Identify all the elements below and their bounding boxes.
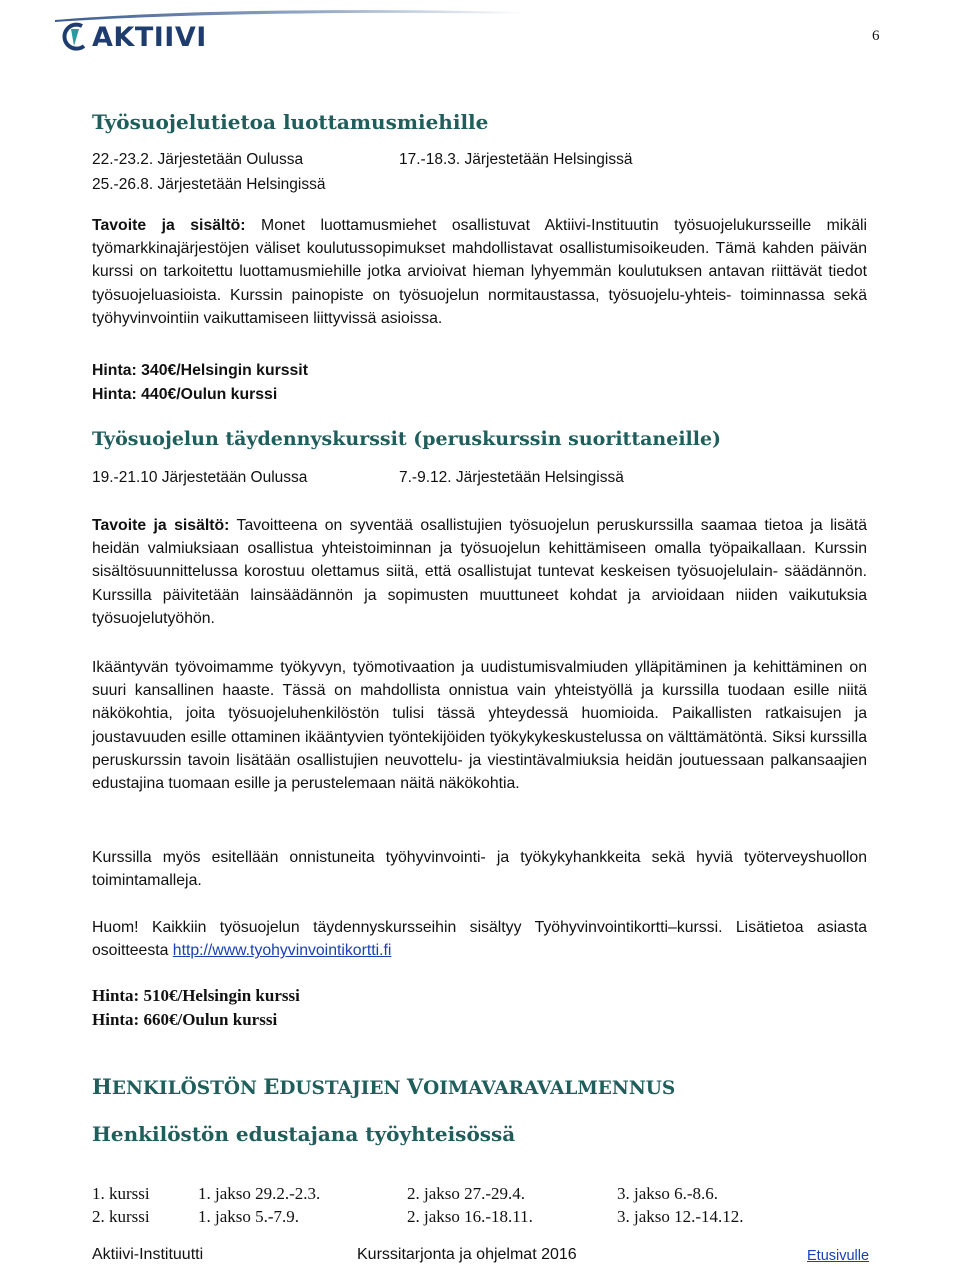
course-description [92, 514, 867, 630]
aktiivi-logo-icon [58, 20, 90, 54]
goal-text: Monet luottamusmiehet osallistuvat Aktiivi-Instituutin työsuojelukursseille mikäli työmarkkinajärjestöjen väliset koulutussopimukset mahdollistavat osallistumisoikeuden. Tämä kahden päivän kurssi on tarkoitettu luottamusmiehille jotka arvioivat hieman lyhyemmän koulutuksen antavan riittävät tiedot työsuojeluasioista. Kurssin painopiste on työsuojelun normitaustassa, työsuojelu-yhteis- toiminnassa sekä työhyvinvointiin vaikuttamiseen liittyvissä asioissa. [92, 217, 867, 327]
course-period: 3. jakso 12.-14.12. [617, 1207, 744, 1226]
course-name: 1. kurssi [92, 1184, 150, 1203]
header-swoosh-decoration [55, 8, 525, 22]
course-description [92, 214, 867, 330]
section-subtitle: Henkilöstön edustajana työyhteisössä [92, 1122, 516, 1146]
goal-label: Tavoite ja sisältö: [92, 517, 230, 534]
note-paragraph [92, 916, 867, 962]
course-date: 22.-23.2. Järjestetään Oulussa [92, 151, 304, 168]
section-title-luottamusmiehet: Työsuojelutietoa luottamusmiehille [92, 110, 489, 134]
paragraph-ageing-workforce: Ikääntyvän työvoimamme työkyvyn, työmotivaation ja uudistumisvalmiuden ylläpitäminen ja kehittäminen on suuri kansallinen haaste. Tässä on mahdollista onnistua vain yhteistyöllä ja kurssilla tuodaan esille niitä näkökohtia, joita työsuojeluhenkilöstön tulisi tässä yhteydessä huomioida. Paikallisten ratkaisujen ja joustavuuden esille ottaminen ikääntyvien työntekijöiden työkykykeskustelussa on välttämätöntä. Siksi kurssilla peruskurssin tavoin lisätään osallistujien neuvottelu- ja viestintävalmiuksia heidän joutuessaan palkansaajien edustajina tuomaan esille ja perustelemaan näitä näkökohtia. [92, 659, 867, 793]
title-cap: E [263, 1074, 280, 1099]
course-schedule-row [92, 1184, 792, 1206]
price-oulu: Hinta: 440€/Oulun kurssi [92, 386, 278, 403]
title-rest: DUSTAJIEN [279, 1078, 407, 1099]
title-cap: V [406, 1074, 424, 1099]
logo-text: AKTIIVI [92, 22, 207, 53]
course-date: 19.-21.10 Järjestetään Oulussa [92, 469, 308, 486]
tyohyvinvointikortti-link[interactable]: http://www.tyohyvinvointikortti.fi [172, 942, 392, 960]
paragraph-good-practices: Kurssilla myös esitellään onnistuneita työhyvinvointi- ja työkykyhankkeita sekä hyviä työterveyshuollon toimintamalleja. [92, 849, 867, 890]
price-helsinki: Hinta: 340€/Helsingin kurssit [92, 362, 308, 379]
title-rest: ENKILÖSTÖN [111, 1078, 264, 1099]
price-helsinki: Hinta: 510€/Helsingin kurssi [92, 986, 300, 1005]
page-number: 6 [872, 28, 880, 44]
course-period: 1. jakso 29.2.-2.3. [198, 1184, 321, 1203]
course-name: 2. kurssi [92, 1207, 150, 1226]
note-text: Huom! Kaikkiin työsuojelun täydennyskursseihin sisältyy Työhyvinvointikortti–kurssi. Lisätietoa asiasta osoitteesta [92, 919, 867, 960]
section-title-taydennyskurssit: Työsuojelun täydennyskurssit (peruskurssin suorittaneille) [92, 428, 722, 450]
course-period: 3. jakso 6.-8.6. [617, 1184, 719, 1203]
home-page-link[interactable]: Etusivulle [807, 1248, 870, 1264]
course-date: 7.-9.12. Järjestetään Helsingissä [399, 469, 624, 486]
course-date: 25.-26.8. Järjestetään Helsingissä [92, 176, 326, 193]
course-period: 2. jakso 27.-29.4. [407, 1184, 526, 1203]
footer-document-title: Kurssitarjonta ja ohjelmat 2016 [357, 1246, 577, 1263]
footer-organization: Aktiivi-Instituutti [92, 1246, 204, 1263]
goal-text: Tavoitteena on syventää osallistujien työsuojelun peruskurssilla saamaa tietoa ja lisätä heidän valmiuksiaan osallistua yhteistoiminnan ja työsuojelun kehittämiseen omalla työpaikallaan. Kurssin sisältösuunnittelussa korostuu olettamus siitä, että osallistujat tuntevat keskeisen työsuojelulain- säädännön. Kurssilla päivitetään lainsäädännön ja sopimusten muuttuneet kohdat ja arvioidaan niiden vaikutuksia työsuojelutyöhön. [92, 517, 867, 627]
goal-label: Tavoite ja sisältö: [92, 217, 246, 234]
title-rest: OIMAVARAVALMENNUS [423, 1078, 676, 1099]
title-cap: H [92, 1074, 112, 1099]
page-footer [0, 1246, 960, 1270]
section-title-voimavaravalmennus [92, 1074, 675, 1099]
course-date: 17.-18.3. Järjestetään Helsingissä [399, 151, 633, 168]
course-period: 2. jakso 16.-18.11. [407, 1207, 533, 1226]
course-schedule-row [92, 1207, 792, 1229]
price-oulu: Hinta: 660€/Oulun kurssi [92, 1010, 278, 1029]
course-period: 1. jakso 5.-7.9. [198, 1207, 300, 1226]
page-header [0, 0, 960, 70]
